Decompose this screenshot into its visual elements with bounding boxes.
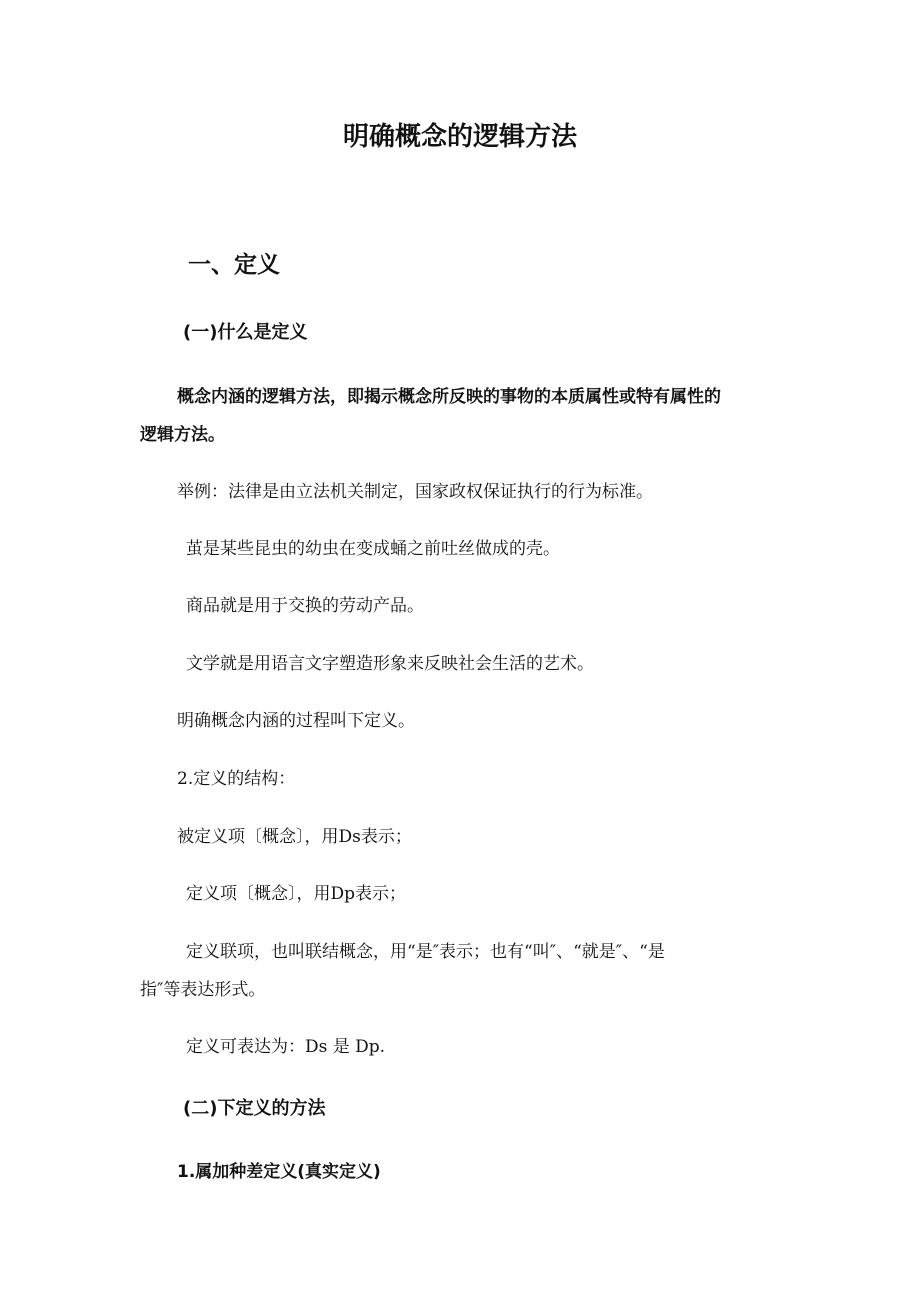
subsection-heading-what-is-definition: (一)什么是定义: [183, 322, 308, 343]
structure-item-definiendum: 被定义项〔概念〕，用Ds表示；: [177, 827, 412, 847]
definition-paragraph-line-2: 逻辑方法。: [140, 425, 225, 445]
example-line-cocoon: 茧是某些昆虫的幼虫在变成蛹之前吐丝做成的壳。: [186, 539, 560, 559]
document-title: 明确概念的逻辑方法: [342, 122, 577, 152]
connective-paragraph-line-1: 定义联项，也叫联结概念，用“是″表示；也有“叫″、“就是″、“是: [186, 942, 665, 962]
connective-paragraph-line-2: 指″等表达形式。: [140, 980, 266, 1000]
definition-paragraph-line-1: 概念内涵的逻辑方法，即揭示概念所反映的事物的本质属性或特有属性的: [177, 387, 721, 407]
structure-heading: 2.定义的结构：: [177, 769, 296, 789]
section-heading-definition: 一、定义: [188, 252, 280, 278]
example-line-commodity: 商品就是用于交换的劳动产品。: [186, 596, 424, 616]
formula-line: 定义可表达为：Ds 是 Dp.: [186, 1037, 386, 1057]
example-line-literature: 文学就是用语言文字塑造形象来反映社会生活的艺术。: [186, 654, 594, 674]
subsection-heading-methods: (二)下定义的方法: [183, 1098, 326, 1119]
example-line-law: 举例：法律是由立法机关制定，国家政权保证执行的行为标准。: [177, 482, 653, 502]
summary-line: 明确概念内涵的过程叫下定义。: [177, 711, 415, 731]
method-item-genus-differentia: 1.属加种差定义(真实定义): [177, 1162, 381, 1182]
structure-item-definiens: 定义项〔概念〕，用Dp表示；: [186, 884, 407, 904]
